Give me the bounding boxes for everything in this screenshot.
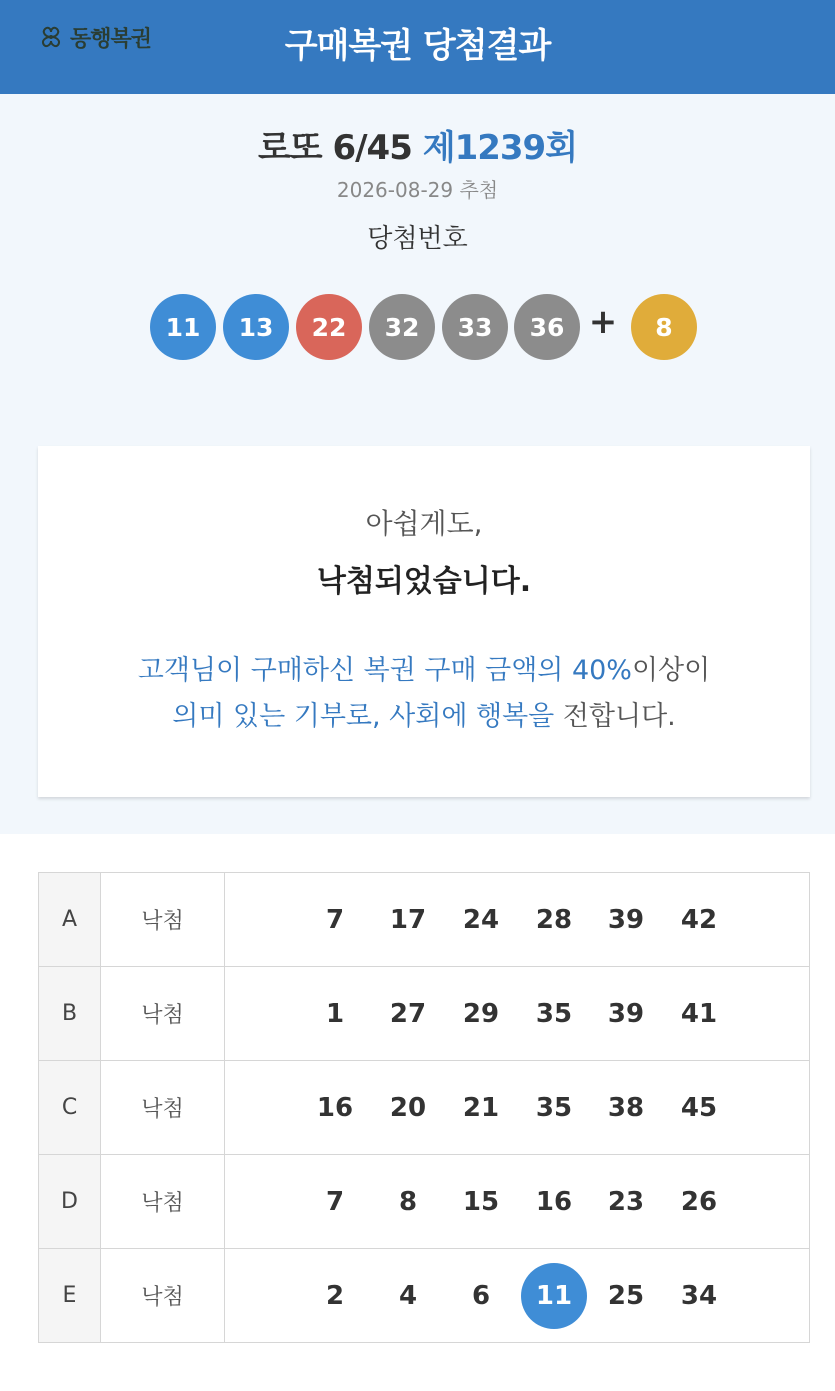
donation-notice-text: 전합니다. bbox=[554, 701, 676, 732]
ticket-numbers bbox=[225, 873, 810, 967]
ticket-number: 29 bbox=[462, 998, 500, 1029]
ticket-number: 27 bbox=[389, 998, 427, 1029]
ticket-number: 8 bbox=[398, 1186, 418, 1217]
ticket-row bbox=[39, 1155, 810, 1249]
winning-numbers-label: 당첨번호 bbox=[367, 224, 468, 254]
ticket-game-label: C bbox=[39, 1061, 101, 1155]
ticket-row bbox=[39, 967, 810, 1061]
game-name: 로또 6/45 bbox=[257, 128, 412, 168]
ticket-number: 16 bbox=[535, 1186, 573, 1217]
app-header bbox=[0, 0, 835, 94]
ticket-numbers bbox=[225, 1155, 810, 1249]
page-title: 구매복권 당첨결과 bbox=[284, 26, 551, 66]
draw-round: 제1239회 bbox=[422, 128, 578, 168]
ticket-result-label: 낙첨 bbox=[101, 873, 225, 967]
ticket-number: 23 bbox=[607, 1186, 645, 1217]
ticket-game-label: E bbox=[39, 1249, 101, 1343]
winning-number-ball: 33 bbox=[442, 294, 508, 360]
bonus-ball: 8 bbox=[631, 294, 697, 360]
result-card bbox=[38, 446, 810, 797]
ticket-number: 15 bbox=[462, 1186, 500, 1217]
ticket-number: 41 bbox=[680, 998, 718, 1029]
bonus-plus-sign: + bbox=[588, 302, 618, 342]
ticket-row bbox=[39, 873, 810, 967]
ticket-row bbox=[39, 1061, 810, 1155]
ticket-numbers bbox=[225, 967, 810, 1061]
ticket-number: 17 bbox=[389, 904, 427, 935]
ticket-number: 2 bbox=[325, 1280, 345, 1311]
ticket-number: 21 bbox=[462, 1092, 500, 1123]
ticket-number: 24 bbox=[462, 904, 500, 935]
ticket-number: 34 bbox=[680, 1280, 718, 1311]
winning-number-ball: 13 bbox=[223, 294, 289, 360]
ticket-number: 45 bbox=[680, 1092, 718, 1123]
result-message: 낙첨되었습니다. bbox=[316, 564, 532, 599]
ticket-number: 39 bbox=[607, 998, 645, 1029]
donation-notice-line2 bbox=[38, 694, 810, 740]
ticket-row bbox=[39, 1249, 810, 1343]
ticket-table bbox=[38, 872, 810, 1343]
donation-notice-line1 bbox=[38, 648, 810, 694]
ticket-result-label: 낙첨 bbox=[101, 967, 225, 1061]
ticket-number: 42 bbox=[680, 904, 718, 935]
ticket-number: 20 bbox=[389, 1092, 427, 1123]
winning-number-ball: 32 bbox=[369, 294, 435, 360]
ticket-result-label: 낙첨 bbox=[101, 1155, 225, 1249]
winning-number-ball: 22 bbox=[296, 294, 362, 360]
ticket-number: 26 bbox=[680, 1186, 718, 1217]
logo-text: 동행복권 bbox=[70, 27, 152, 52]
ticket-game-label: B bbox=[39, 967, 101, 1061]
donation-notice-text: 이상이 bbox=[631, 655, 711, 686]
winning-number-ball: 36 bbox=[514, 294, 580, 360]
ticket-numbers bbox=[225, 1249, 810, 1343]
ticket-number: 7 bbox=[325, 904, 345, 935]
result-subtext: 아쉽게도, bbox=[365, 507, 483, 540]
ticket-number: 7 bbox=[325, 1186, 345, 1217]
donation-notice-highlight: 의미 있는 기부로, 사회에 행복을 bbox=[172, 701, 555, 732]
ticket-number: 16 bbox=[316, 1092, 354, 1123]
draw-date: 2026-08-29 추첨 bbox=[336, 178, 499, 202]
draw-summary-section bbox=[0, 94, 835, 834]
ticket-number: 39 bbox=[607, 904, 645, 935]
ticket-number: 25 bbox=[607, 1280, 645, 1311]
ticket-result-label: 낙첨 bbox=[101, 1249, 225, 1343]
ticket-number: 4 bbox=[398, 1280, 418, 1311]
ticket-game-label: D bbox=[39, 1155, 101, 1249]
ticket-number: 1 bbox=[325, 998, 345, 1029]
ticket-number: 35 bbox=[535, 998, 573, 1029]
ticket-number: 38 bbox=[607, 1092, 645, 1123]
ticket-game-label: A bbox=[39, 873, 101, 967]
donation-notice bbox=[38, 648, 810, 740]
ticket-number: 35 bbox=[535, 1092, 573, 1123]
donation-notice-highlight: 고객님이 구매하신 복권 구매 금액의 40% bbox=[137, 655, 632, 686]
ticket-numbers bbox=[225, 1061, 810, 1155]
ticket-result-label: 낙첨 bbox=[101, 1061, 225, 1155]
ticket-number: 28 bbox=[535, 904, 573, 935]
draw-title bbox=[0, 120, 835, 169]
ticket-number: 6 bbox=[471, 1280, 491, 1311]
ticket-number-matched: 11 bbox=[521, 1263, 587, 1329]
winning-number-ball: 11 bbox=[150, 294, 216, 360]
